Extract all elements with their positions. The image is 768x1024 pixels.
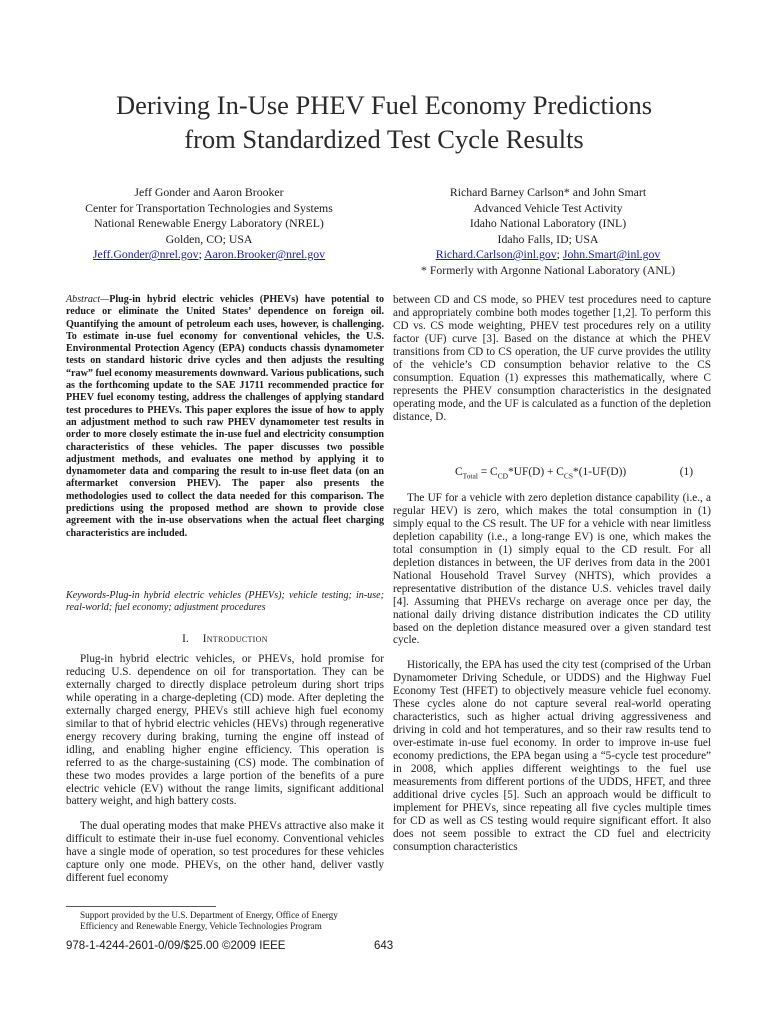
author-names: Jeff Gonder and Aaron Brooker (134, 185, 284, 199)
email-link[interactable]: Aaron.Brooker@nrel.gov (204, 247, 326, 261)
author-location: Golden, CO; USA (165, 231, 253, 246)
title-line-1: Deriving In-Use PHEV Fuel Economy Predictions (115, 90, 653, 120)
author-block-right (388, 185, 708, 278)
author-emails (60, 247, 358, 263)
footnote-line: Support provided by the U.S. Department of Energy, Office of Energy (80, 910, 338, 920)
email-link[interactable]: Jeff.Gonder@nrel.gov (92, 247, 199, 261)
section-number: I. (182, 633, 189, 645)
paragraph: The UF for a vehicle with zero depletion distance capability (i.e., a regular HEV) is zero, which makes the total consumption in (1) simply equal to the CS result. The UF for a vehicle with near limitless depletion capability (i.e., a long-range EV) is one, which makes the total consumption in (1) simply equal to the CD result. For all depletion distances in between, the UF derives from data in the 2001 National Household Travel Survey (NHTS), which provides a representative distribution of the distance U.S. vehicles travel daily [4]. Assuming that PHEVs recharge on average once per day, the national daily driving distance distribution indicates the CD utility based on the depletion distance measured over a given standard test cycle. (393, 492, 711, 647)
author-affiliation: Center for Transportation Technologies and Systems (85, 200, 333, 215)
author-names: Richard Barney Carlson* and John Smart (449, 185, 647, 199)
author-emails (388, 247, 708, 263)
email-link[interactable]: Richard.Carlson@inl.gov (435, 247, 557, 261)
abstract-dash: — (100, 294, 110, 305)
abstract-label: Abstract (66, 294, 101, 305)
author-note: * Formerly with Argonne National Laboratory (ANL) (420, 262, 675, 277)
paragraph: between CD and CS mode, so PHEV test procedures need to capture and appropriately combine both modes together [1,2]. To perform this CD vs. CS mode weighting, PHEV test procedures rely on a utility factor (UF) curve [3]. Based on the distance at which the PHEV transitions from CD to CS operation, the UF curve provides the utility of the vehicle’s CD consumption behavior relative to the CS consumption. Equation (1) expresses this mathematically, where C represents the PHEV consumption characteristics in the designated operating mode, and the UF is calculated as a function of the depletion distance, D. (393, 294, 711, 423)
email-separator: ; (556, 247, 563, 261)
author-affiliation: Idaho National Laboratory (INL) (469, 216, 627, 230)
email-separator: ; (198, 247, 205, 261)
email-link[interactable]: John.Smart@inl.gov (562, 247, 661, 261)
paragraph: Plug-in hybrid electric vehicles, or PHEVs, hold promise for reducing U.S. dependence on oil for transportation. They can be externally charged to directly displace petroleum during short trips while operating in a charge-depleting (CD) mode. After depleting the externally charged energy, PHEVs still achieve high fuel economy similar to that of hybrid electric vehicles (HEVs) through regenerative energy recovery during braking, turning the engine off instead of idling, and enabling higher engine efficiency. This operation is referred to as the charge-sustaining (CS) mode. The combination of these two modes provides a large portion of the benefits of a pure electric vehicle (EV) without the range limits, significant additional battery weight, and high battery costs. (66, 653, 384, 808)
section-heading (66, 633, 384, 645)
equation-number: (1) (679, 466, 693, 478)
abstract-text: Plug-in hybrid electric vehicles (PHEVs) have potential to reduce or eliminate the United States’ dependence on foreign oil. Quantifying the amount of petroleum each uses, however, is challenging. To estimate in-use fuel economy for conventional vehicles, the U.S. Environmental Protection Agency (EPA) conducts chassis dynamometer tests on standard historic drive cycles and then adjusts the resulting “raw” fuel economy measurements downward. Various publications, such as the forthcoming update to the SAE J1711 recommended practice for PHEV fuel economy testing, address the challenges of applying standard test procedures to PHEVs. This paper explores the issue of how to apply an adjustment method to such raw PHEV dynamometer test results in order to more closely estimate the in-use fuel and electricity consumption characteristics of these vehicles. The paper discusses two possible adjustment methods, and evaluates one method by applying it to dynamometer data and comparing the result to in-use fleet data (on an aftermarket conversion PHEV). The paper also presents the methodologies used to collect the data needed for this comparison. The predictions using the proposed method are shown to provide close agreement with the in-use observations when the actual fleet charging characteristics are included. (66, 294, 384, 539)
author-affiliation: National Renewable Energy Laboratory (NREL) (94, 216, 324, 230)
introduction-body (66, 653, 384, 885)
paragraph: Historically, the EPA has used the city test (comprised of the Urban Dynamometer Driving Schedule, or UDDS) and the Highway Fuel Economy Test (HFET) to objectively measure vehicle fuel economy. These cycles alone do not capture several real-world operating characteristics, such as higher actual driving aggressiveness and driving in cold and hot temperatures, and so their raw results tend to over-estimate in-use fuel economy. In order to improve in-use fuel economy predictions, the EPA began using a “5-cycle test procedure” in 2008, which applies different weightings to the fuel use measurements from different portions of the UDDS, HFET, and three additional drive cycles [5]. Such an approach would be difficult to implement for PHEVs, since repeating all five cycles multiple times for CD as well as CS testing would require significant effort. It also does not seem possible to extract the CD fuel and electricity consumption characteristics (393, 659, 711, 853)
section-title: Introduction (202, 633, 268, 645)
right-column-top (393, 294, 711, 424)
abstract (66, 294, 384, 540)
keywords: Keywords-Plug-in hybrid electric vehicles (PHEVs); vehicle testing; in-use; real-world; fuel economy; adjustment procedures (66, 590, 384, 614)
title-line-2: from Standardized Test Cycle Results (184, 124, 584, 154)
footnote (80, 910, 390, 932)
author-block-left (60, 185, 358, 263)
footnote-line: Efficiency and Renewable Energy, Vehicle Technologies Program (80, 921, 322, 932)
copyright-line: 978-1-4244-2601-0/09/$25.00 ©2009 IEEE (66, 940, 286, 952)
paragraph: The dual operating modes that make PHEVs attractive also make it difficult to estimate their in-use fuel economy. Conventional vehicles have a single mode of operation, so test procedures for these vehicles capture only one mode. PHEVs, on the other hand, deliver vastly different fuel economy (66, 820, 384, 885)
right-column-body (393, 492, 711, 854)
page-number: 643 (374, 940, 394, 952)
author-affiliation: Advanced Vehicle Test Activity (473, 200, 623, 215)
footnote-rule (66, 906, 216, 907)
author-location: Idaho Falls, ID; USA (497, 231, 599, 246)
equation-expression: $C_{Total} = C_{CD}*UF(D) + C_{CS}*(1-UF(D))$ (455, 466, 627, 481)
paper-title (0, 88, 768, 156)
